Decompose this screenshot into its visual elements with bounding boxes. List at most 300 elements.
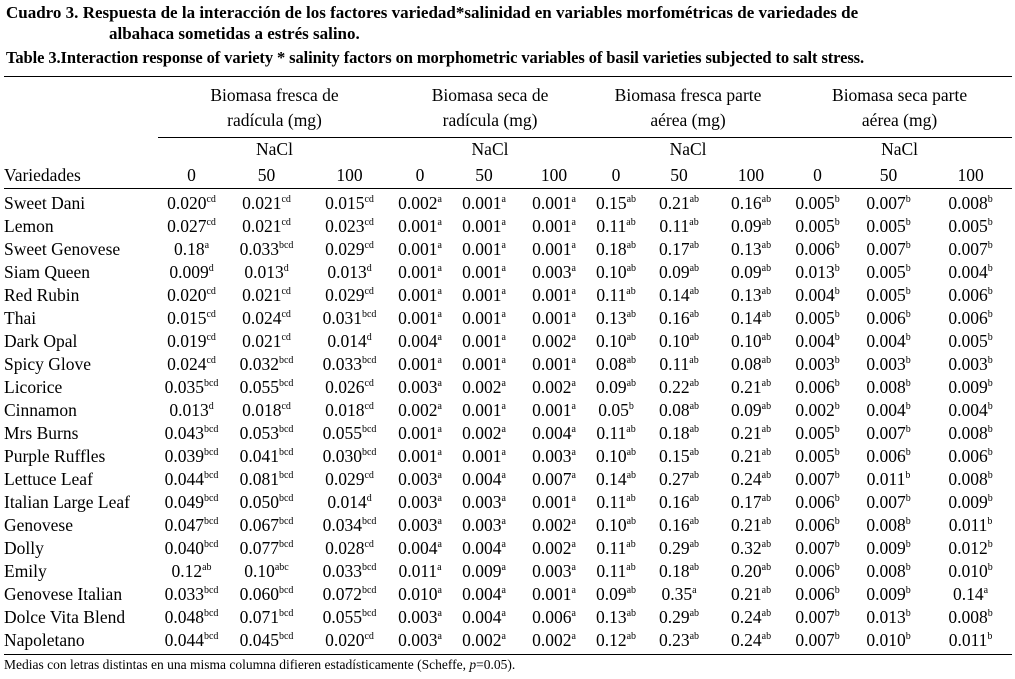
value-cell <box>929 238 1012 261</box>
value-cell <box>158 284 225 307</box>
value-cell <box>929 468 1012 491</box>
significance-letters: ab <box>626 470 637 481</box>
value-number: 0.20 <box>731 561 762 581</box>
value-number: 0.10 <box>595 331 627 351</box>
significance-letters: a <box>501 263 506 274</box>
value-number: 0.018 <box>325 400 365 420</box>
value-cell <box>391 491 449 514</box>
significance-letters: a <box>571 608 576 619</box>
significance-letters: a <box>501 447 506 458</box>
value-number: 0.17 <box>658 239 690 259</box>
significance-letters: b <box>987 470 993 481</box>
significance-letters: ab <box>626 309 637 320</box>
value-number: 0.09 <box>731 262 762 282</box>
value-cell <box>787 376 848 399</box>
value-number: 0.005 <box>795 193 835 213</box>
value-cell <box>715 514 787 537</box>
significance-letters: a <box>501 631 506 642</box>
value-cell <box>848 284 929 307</box>
significance-letters: a <box>571 240 576 251</box>
variety-cell: Red Rubin <box>4 285 80 305</box>
significance-letters: b <box>905 447 911 458</box>
value-number: 0.011 <box>948 515 988 535</box>
value-number: 0.007 <box>866 492 906 512</box>
value-number: 0.24 <box>731 607 762 627</box>
value-cell <box>449 560 519 583</box>
value-number: 0.028 <box>325 538 365 558</box>
value-cell <box>787 537 848 560</box>
significance-letters: b <box>905 263 911 274</box>
value-number: 0.005 <box>866 216 906 236</box>
value-cell <box>449 284 519 307</box>
level-header: 100 <box>308 160 391 189</box>
value-number: 0.35 <box>661 584 693 604</box>
value-number: 0.001 <box>462 400 502 420</box>
value-number: 0.32 <box>731 538 762 558</box>
value-cell <box>715 284 787 307</box>
significance-letters: ab <box>689 447 700 458</box>
value-cell <box>929 376 1012 399</box>
value-cell <box>643 353 715 376</box>
significance-letters: a <box>571 493 576 504</box>
value-number: 0.008 <box>948 423 988 443</box>
value-number: 0.077 <box>239 538 279 558</box>
significance-letters: a <box>437 585 442 596</box>
significance-letters: bcd <box>203 378 219 389</box>
significance-letters: a <box>437 286 442 297</box>
significance-letters: b <box>987 447 993 458</box>
value-cell <box>787 330 848 353</box>
value-number: 0.16 <box>658 492 690 512</box>
value-cell <box>449 307 519 330</box>
significance-letters: ab <box>626 562 636 573</box>
group-header-fresh-radicle <box>158 77 391 138</box>
value-number: 0.007 <box>795 607 835 627</box>
level-header: 50 <box>643 160 715 189</box>
value-cell <box>929 284 1012 307</box>
group-header-line2: aérea (mg) <box>861 110 938 130</box>
value-number: 0.09 <box>731 400 762 420</box>
significance-letters: bcd <box>278 493 294 504</box>
value-number: 0.003 <box>795 354 835 374</box>
value-cell <box>449 514 519 537</box>
value-cell <box>158 491 225 514</box>
value-cell <box>715 215 787 238</box>
value-cell <box>929 537 1012 560</box>
level-header: 50 <box>449 160 519 189</box>
value-cell <box>391 629 449 655</box>
value-cell <box>848 629 929 655</box>
significance-letters: bcd <box>361 585 377 596</box>
value-cell <box>848 353 929 376</box>
value-cell <box>308 330 391 353</box>
value-number: 0.009 <box>866 584 906 604</box>
value-number: 0.001 <box>462 354 502 374</box>
value-number: 0.006 <box>795 561 835 581</box>
value-cell <box>848 537 929 560</box>
significance-letters: ab <box>761 378 772 389</box>
level-header: 100 <box>519 160 589 189</box>
significance-letters: a <box>571 424 576 435</box>
significance-letters: ab <box>689 401 700 412</box>
table-row <box>4 606 1012 629</box>
value-number: 0.001 <box>462 216 502 236</box>
value-cell <box>519 445 589 468</box>
significance-letters: ab <box>689 539 700 550</box>
value-number: 0.001 <box>398 308 438 328</box>
value-cell <box>158 560 225 583</box>
significance-letters: ab <box>761 631 772 642</box>
significance-letters: d <box>366 332 372 343</box>
value-number: 0.001 <box>462 262 502 282</box>
value-number: 0.019 <box>167 331 207 351</box>
significance-letters: ab <box>761 194 772 205</box>
value-cell <box>715 399 787 422</box>
significance-letters: bcd <box>203 608 219 619</box>
group-header-dry-radicle <box>391 77 589 138</box>
value-cell <box>787 353 848 376</box>
group-header-line2: aérea (mg) <box>650 110 726 130</box>
table-row <box>4 514 1012 537</box>
value-cell <box>391 261 449 284</box>
value-cell <box>929 560 1012 583</box>
variety-cell: Dolly <box>4 538 44 558</box>
significance-letters: a <box>437 562 442 573</box>
value-number: 0.049 <box>164 492 204 512</box>
value-number: 0.13 <box>731 285 762 305</box>
significance-letters: a <box>501 516 506 527</box>
value-cell <box>643 238 715 261</box>
significance-letters: b <box>834 493 840 504</box>
value-cell <box>308 514 391 537</box>
nacl-label: NaCl <box>881 139 919 159</box>
table-row <box>4 330 1012 353</box>
significance-letters: cd <box>281 194 291 205</box>
value-cell <box>308 537 391 560</box>
value-cell <box>848 307 929 330</box>
value-cell <box>519 307 589 330</box>
significance-letters: b <box>834 424 840 435</box>
table-nacl-row <box>4 138 1012 161</box>
value-number: 0.008 <box>948 193 988 213</box>
variety-cell: Emily <box>4 561 47 581</box>
value-number: 0.09 <box>595 377 627 397</box>
value-number: 0.021 <box>242 331 282 351</box>
value-cell <box>225 468 308 491</box>
significance-letters: b <box>628 401 634 412</box>
significance-letters: b <box>905 401 911 412</box>
value-number: 0.034 <box>322 515 362 535</box>
table-group-header-row <box>4 77 1012 138</box>
significance-letters: ab <box>626 332 637 343</box>
value-cell <box>715 560 787 583</box>
nacl-label: NaCl <box>669 139 707 159</box>
group-header-line2: radícula (mg) <box>442 110 538 130</box>
significance-letters: a <box>437 263 442 274</box>
significance-letters: a <box>501 493 506 504</box>
value-cell <box>929 491 1012 514</box>
table-row <box>4 353 1012 376</box>
value-cell <box>519 606 589 629</box>
significance-letters: a <box>437 608 442 619</box>
value-number: 0.004 <box>948 400 988 420</box>
value-cell <box>158 445 225 468</box>
value-number: 0.071 <box>239 607 279 627</box>
table-row <box>4 560 1012 583</box>
value-number: 0.009 <box>948 492 988 512</box>
value-cell <box>225 560 308 583</box>
variety-cell: Sweet Dani <box>4 193 86 213</box>
value-number: 0.020 <box>167 285 207 305</box>
value-cell <box>848 583 929 606</box>
significance-letters: bcd <box>361 516 377 527</box>
significance-letters: bcd <box>203 539 219 550</box>
value-cell <box>643 284 715 307</box>
value-number: 0.12 <box>171 561 203 581</box>
value-cell <box>449 422 519 445</box>
value-cell <box>787 491 848 514</box>
significance-letters: a <box>983 585 989 596</box>
value-number: 0.006 <box>532 607 572 627</box>
caption-english-label: Table 3. <box>6 48 61 67</box>
significance-letters: bcd <box>203 424 219 435</box>
significance-letters: a <box>437 470 442 481</box>
table-row <box>4 491 1012 514</box>
significance-letters: b <box>987 516 993 527</box>
value-number: 0.006 <box>948 285 988 305</box>
level-header: 0 <box>391 160 449 189</box>
value-cell <box>848 445 929 468</box>
significance-letters: bcd <box>278 424 294 435</box>
value-number: 0.004 <box>462 607 502 627</box>
value-number: 0.001 <box>462 308 502 328</box>
significance-letters: b <box>834 447 840 458</box>
significance-letters: a <box>501 355 506 366</box>
significance-letters: cd <box>364 240 374 251</box>
value-number: 0.047 <box>164 515 204 535</box>
value-cell <box>449 399 519 422</box>
significance-letters: ab <box>761 470 772 481</box>
value-number: 0.11 <box>596 285 627 305</box>
value-cell <box>449 583 519 606</box>
value-number: 0.001 <box>398 262 438 282</box>
value-number: 0.001 <box>532 308 572 328</box>
significance-letters: a <box>571 401 576 412</box>
value-cell <box>715 629 787 655</box>
value-cell <box>929 353 1012 376</box>
significance-letters: a <box>571 309 576 320</box>
value-cell <box>643 606 715 629</box>
value-cell <box>449 445 519 468</box>
value-number: 0.11 <box>659 216 690 236</box>
value-cell <box>848 261 929 284</box>
value-number: 0.005 <box>866 262 906 282</box>
value-number: 0.004 <box>398 538 438 558</box>
value-cell <box>589 284 643 307</box>
value-number: 0.007 <box>866 423 906 443</box>
significance-letters: cd <box>364 631 374 642</box>
value-cell <box>589 399 643 422</box>
level-header: 50 <box>225 160 308 189</box>
value-cell <box>787 445 848 468</box>
value-cell <box>589 376 643 399</box>
value-cell <box>848 491 929 514</box>
significance-letters: a <box>501 332 506 343</box>
value-number: 0.001 <box>398 423 438 443</box>
value-cell <box>308 376 391 399</box>
significance-letters: b <box>905 631 911 642</box>
significance-letters: a <box>437 355 442 366</box>
value-number: 0.053 <box>239 423 279 443</box>
significance-letters: cd <box>364 194 374 205</box>
significance-letters: bcd <box>278 585 294 596</box>
value-cell <box>715 468 787 491</box>
value-number: 0.014 <box>327 331 367 351</box>
value-cell <box>715 422 787 445</box>
value-number: 0.005 <box>795 423 835 443</box>
value-cell <box>589 606 643 629</box>
group-header-line1: Biomasa seca parte <box>832 85 968 105</box>
value-number: 0.010 <box>866 630 906 650</box>
value-cell <box>158 399 225 422</box>
value-number: 0.006 <box>866 308 906 328</box>
significance-letters: ab <box>689 240 700 251</box>
value-number: 0.013 <box>795 262 835 282</box>
value-cell <box>589 537 643 560</box>
significance-letters: ab <box>761 401 772 412</box>
value-cell <box>787 560 848 583</box>
significance-letters: b <box>834 355 840 366</box>
significance-letters: b <box>905 309 911 320</box>
value-number: 0.043 <box>164 423 204 443</box>
significance-letters: bcd <box>278 516 294 527</box>
table-row <box>4 261 1012 284</box>
value-cell <box>787 284 848 307</box>
value-number: 0.002 <box>532 377 572 397</box>
significance-letters: ab <box>689 355 699 366</box>
significance-letters: b <box>987 332 993 343</box>
value-number: 0.004 <box>398 331 438 351</box>
value-number: 0.045 <box>239 630 279 650</box>
value-cell <box>519 583 589 606</box>
value-number: 0.001 <box>532 584 572 604</box>
significance-letters: a <box>571 447 576 458</box>
level-header: 100 <box>715 160 787 189</box>
value-number: 0.013 <box>866 607 906 627</box>
value-number: 0.029 <box>325 469 365 489</box>
value-cell <box>787 307 848 330</box>
value-number: 0.11 <box>596 561 627 581</box>
significance-letters: b <box>834 401 840 412</box>
value-cell <box>519 537 589 560</box>
significance-letters: abc <box>274 562 289 573</box>
variety-cell: Dark Opal <box>4 331 78 351</box>
value-cell <box>519 629 589 655</box>
value-number: 0.006 <box>795 492 835 512</box>
significance-letters: cd <box>364 401 374 412</box>
value-number: 0.007 <box>948 239 988 259</box>
value-cell <box>589 189 643 216</box>
value-cell <box>225 376 308 399</box>
significance-letters: a <box>437 447 442 458</box>
value-number: 0.16 <box>731 193 762 213</box>
value-number: 0.21 <box>731 377 762 397</box>
footnote-p-symbol: p <box>469 657 477 672</box>
significance-letters: b <box>905 217 911 228</box>
significance-letters: ab <box>689 608 700 619</box>
value-number: 0.008 <box>866 515 906 535</box>
value-cell <box>589 560 643 583</box>
significance-letters: a <box>501 309 506 320</box>
significance-letters: ab <box>761 493 772 504</box>
value-cell <box>308 491 391 514</box>
value-cell <box>787 399 848 422</box>
value-cell <box>643 560 715 583</box>
caption-english-text: Interaction response of variety * salinity factors on morphometric variables of basil varieties subjected to salt stress. <box>60 48 864 67</box>
value-cell <box>225 215 308 238</box>
value-number: 0.005 <box>866 285 906 305</box>
value-number: 0.011 <box>948 630 988 650</box>
value-number: 0.002 <box>532 515 572 535</box>
value-number: 0.011 <box>866 469 906 489</box>
value-number: 0.030 <box>322 446 362 466</box>
value-number: 0.008 <box>866 377 906 397</box>
value-cell <box>225 491 308 514</box>
value-cell <box>158 376 225 399</box>
significance-letters: ab <box>689 286 700 297</box>
significance-letters: b <box>905 470 911 481</box>
significance-letters: b <box>987 424 993 435</box>
significance-letters: b <box>987 401 993 412</box>
significance-letters: b <box>987 631 993 642</box>
value-cell <box>519 261 589 284</box>
value-number: 0.009 <box>462 561 502 581</box>
significance-letters: b <box>905 516 911 527</box>
significance-letters: a <box>437 378 442 389</box>
value-number: 0.004 <box>532 423 572 443</box>
significance-letters: ab <box>626 493 636 504</box>
value-number: 0.060 <box>239 584 279 604</box>
value-number: 0.21 <box>731 423 762 443</box>
value-number: 0.23 <box>658 630 690 650</box>
value-cell <box>308 284 391 307</box>
value-cell <box>519 353 589 376</box>
variety-column-header: Variedades <box>4 160 158 189</box>
significance-letters: a <box>501 562 506 573</box>
value-number: 0.003 <box>462 515 502 535</box>
significance-letters: a <box>501 286 506 297</box>
significance-letters: ab <box>689 470 700 481</box>
value-number: 0.11 <box>596 216 627 236</box>
significance-letters: ab <box>761 562 772 573</box>
value-number: 0.09 <box>658 262 690 282</box>
value-number: 0.007 <box>795 469 835 489</box>
value-cell <box>643 215 715 238</box>
value-number: 0.001 <box>462 331 502 351</box>
significance-letters: a <box>501 194 506 205</box>
value-number: 0.003 <box>532 446 572 466</box>
value-cell <box>715 445 787 468</box>
significance-letters: bcd <box>278 355 294 366</box>
significance-letters: b <box>905 424 911 435</box>
significance-letters: ab <box>761 516 772 527</box>
significance-letters: a <box>692 585 697 596</box>
value-number: 0.015 <box>167 308 207 328</box>
significance-letters: a <box>437 401 442 412</box>
value-number: 0.16 <box>658 515 690 535</box>
value-number: 0.21 <box>731 584 762 604</box>
value-number: 0.008 <box>866 561 906 581</box>
